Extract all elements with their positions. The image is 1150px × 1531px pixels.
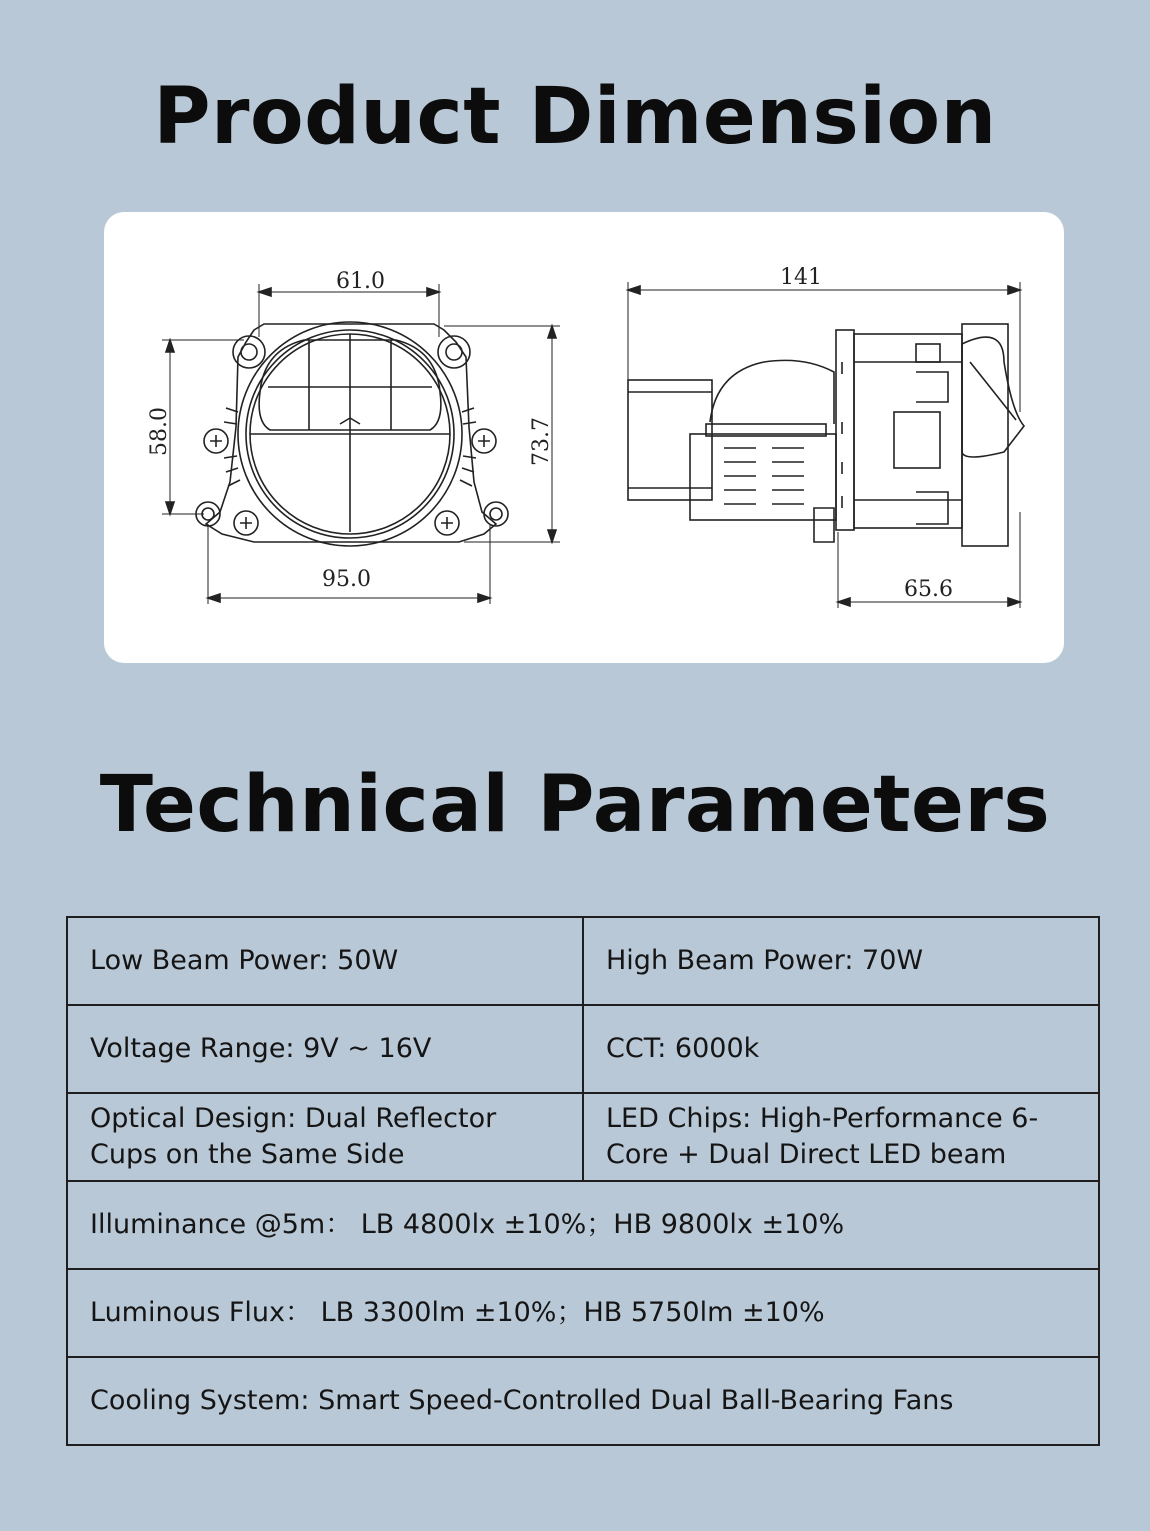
table-cell: Low Beam Power: 50W bbox=[67, 917, 583, 1005]
front-view-drawing bbox=[162, 284, 560, 604]
page-title: Product Dimension bbox=[153, 72, 997, 162]
table-row bbox=[67, 1269, 1099, 1357]
side-depth-label: 65.6 bbox=[904, 577, 953, 602]
front-height-right-label: 73.7 bbox=[529, 417, 554, 466]
front-width-top-label: 61.0 bbox=[336, 269, 385, 294]
table-cell: Illuminance @5m： LB 4800lx ±10%；HB 9800lx ±10% bbox=[67, 1181, 1099, 1269]
side-view-drawing bbox=[628, 282, 1024, 608]
table-cell: Voltage Range: 9V ~ 16V bbox=[67, 1005, 583, 1093]
table-cell: High Beam Power: 70W bbox=[583, 917, 1099, 1005]
table-row bbox=[67, 917, 1099, 1005]
front-height-left-label: 58.0 bbox=[147, 407, 172, 456]
section-title: Technical Parameters bbox=[99, 760, 1051, 850]
side-length-label: 141 bbox=[780, 265, 822, 290]
table-row bbox=[67, 1181, 1099, 1269]
table-row bbox=[67, 1005, 1099, 1093]
table-cell: Cooling System: Smart Speed-Controlled Dual Ball-Bearing Fans bbox=[67, 1357, 1099, 1445]
table-row bbox=[67, 1093, 1099, 1181]
table-cell: Luminous Flux： LB 3300lm ±10%；HB 5750lm ±10% bbox=[67, 1269, 1099, 1357]
table-cell: LED Chips: High-Performance 6-Core + Dual Direct LED beam bbox=[583, 1093, 1099, 1181]
table-row bbox=[67, 1357, 1099, 1445]
dimension-drawing bbox=[104, 212, 1064, 663]
table-cell: CCT: 6000k bbox=[583, 1005, 1099, 1093]
dimension-drawing-card bbox=[104, 212, 1064, 663]
table-cell: Optical Design: Dual Reflector Cups on the Same Side bbox=[67, 1093, 583, 1181]
front-width-bottom-label: 95.0 bbox=[322, 567, 371, 592]
technical-parameters-table bbox=[66, 916, 1100, 1446]
